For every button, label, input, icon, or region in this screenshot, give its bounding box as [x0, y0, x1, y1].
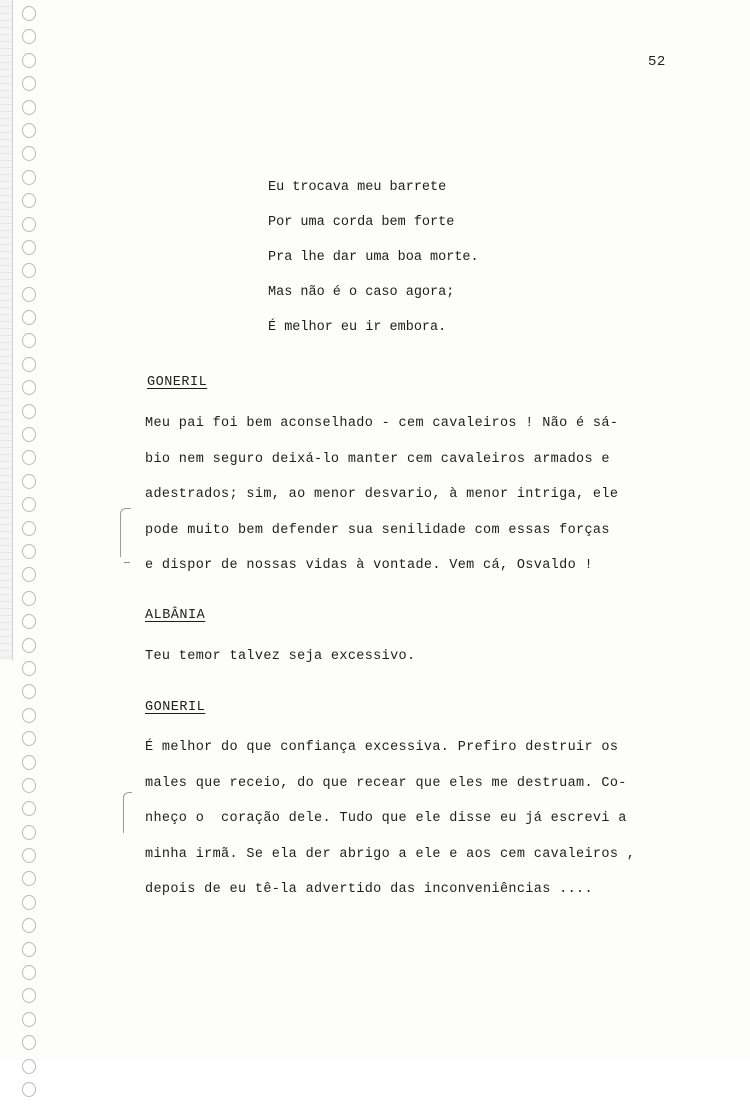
sprocket-hole [22, 6, 36, 21]
speech-block [145, 414, 685, 592]
speech-line: minha irmã. Se ela der abrigo a ele e aos cem cavaleiros , [145, 846, 636, 862]
sprocket-hole [22, 521, 36, 536]
sprocket-hole [22, 988, 36, 1003]
sprocket-hole [22, 170, 36, 185]
sprocket-hole [22, 871, 36, 886]
page-number: 52 [648, 54, 666, 70]
verse-line: Por uma corda bem forte [268, 215, 455, 230]
speech-line: Meu pai foi bem aconselhado - cem cavaleiros ! Não é sá- [145, 416, 619, 431]
sprocket-hole [22, 497, 36, 512]
speech-line: males que receio, do que recear que eles me destruam. Co- [145, 775, 627, 791]
sprocket-hole [22, 825, 36, 840]
margin-bracket-mark [123, 792, 132, 833]
speaker-name: GONERIL [147, 375, 208, 390]
sprocket-hole [22, 918, 36, 933]
sprocket-hole [22, 684, 36, 699]
sprocket-hole [22, 29, 36, 44]
sprocket-hole [22, 100, 36, 115]
sprocket-hole [22, 146, 36, 161]
sprocket-hole [22, 1012, 36, 1027]
sprocket-hole [22, 778, 36, 793]
sprocket-hole [22, 357, 36, 372]
song-verse [268, 178, 479, 353]
sprocket-hole [22, 263, 36, 278]
sprocket-hole [22, 1082, 36, 1097]
sprocket-hole [22, 965, 36, 980]
sprocket-hole [22, 380, 36, 395]
verse-line: Pra lhe dar uma boa morte. [268, 250, 479, 265]
sprocket-hole [22, 567, 36, 582]
sprocket-hole [22, 333, 36, 348]
speech-line: pode muito bem defender sua senilidade com essas forças [145, 522, 610, 538]
sprocket-hole [22, 76, 36, 91]
speech-line: bio nem seguro deixá-lo manter cem cavaleiros armados e [145, 451, 610, 467]
speech-line: É melhor do que confiança excessiva. Prefiro destruir os [145, 740, 619, 755]
speech-line: adestrados; sim, ao menor desvario, à menor intriga, ele [145, 487, 619, 502]
sprocket-holes [22, 6, 48, 1105]
sprocket-hole [22, 310, 36, 325]
sprocket-hole [22, 638, 36, 653]
speech-line: e dispor de nossas vidas à vontade. Vem cá, Osvaldo ! [145, 558, 593, 573]
sprocket-hole [22, 755, 36, 770]
sprocket-hole [22, 544, 36, 559]
sprocket-hole [22, 895, 36, 910]
sprocket-hole [22, 123, 36, 138]
sprocket-hole [22, 942, 36, 957]
sprocket-hole [22, 53, 36, 68]
paper-margin-strip [0, 0, 13, 660]
sprocket-hole [22, 193, 36, 208]
speech-block [145, 738, 685, 916]
sprocket-hole [22, 591, 36, 606]
sprocket-hole [22, 474, 36, 489]
speech-line: nheço o coração dele. Tudo que ele disse eu já escrevi a [145, 811, 627, 826]
sprocket-hole [22, 240, 36, 255]
sprocket-hole [22, 801, 36, 816]
verse-line: É melhor eu ir embora. [268, 320, 447, 335]
sprocket-hole [22, 848, 36, 863]
sprocket-hole [22, 427, 36, 442]
sprocket-hole [22, 1059, 36, 1074]
speaker-name: ALBÂNIA [145, 608, 206, 623]
sprocket-hole [22, 450, 36, 465]
sprocket-hole [22, 614, 36, 629]
speech-block [145, 647, 685, 683]
sprocket-hole [22, 731, 36, 746]
speech-line: Teu temor talvez seja excessivo. [145, 649, 416, 664]
margin-bracket-mark [120, 508, 131, 557]
sprocket-hole [22, 661, 36, 676]
verse-line: Eu trocava meu barrete [268, 180, 447, 195]
sprocket-hole [22, 287, 36, 302]
sprocket-hole [22, 1035, 36, 1050]
speaker-name: GONERIL [145, 700, 206, 715]
sprocket-hole [22, 708, 36, 723]
sprocket-hole [22, 404, 36, 419]
verse-line: Mas não é o caso agora; [268, 285, 455, 300]
margin-tick-mark [124, 562, 130, 563]
sprocket-hole [22, 217, 36, 232]
speech-line: depois de eu tê-la advertido das inconveniências .... [145, 882, 593, 897]
